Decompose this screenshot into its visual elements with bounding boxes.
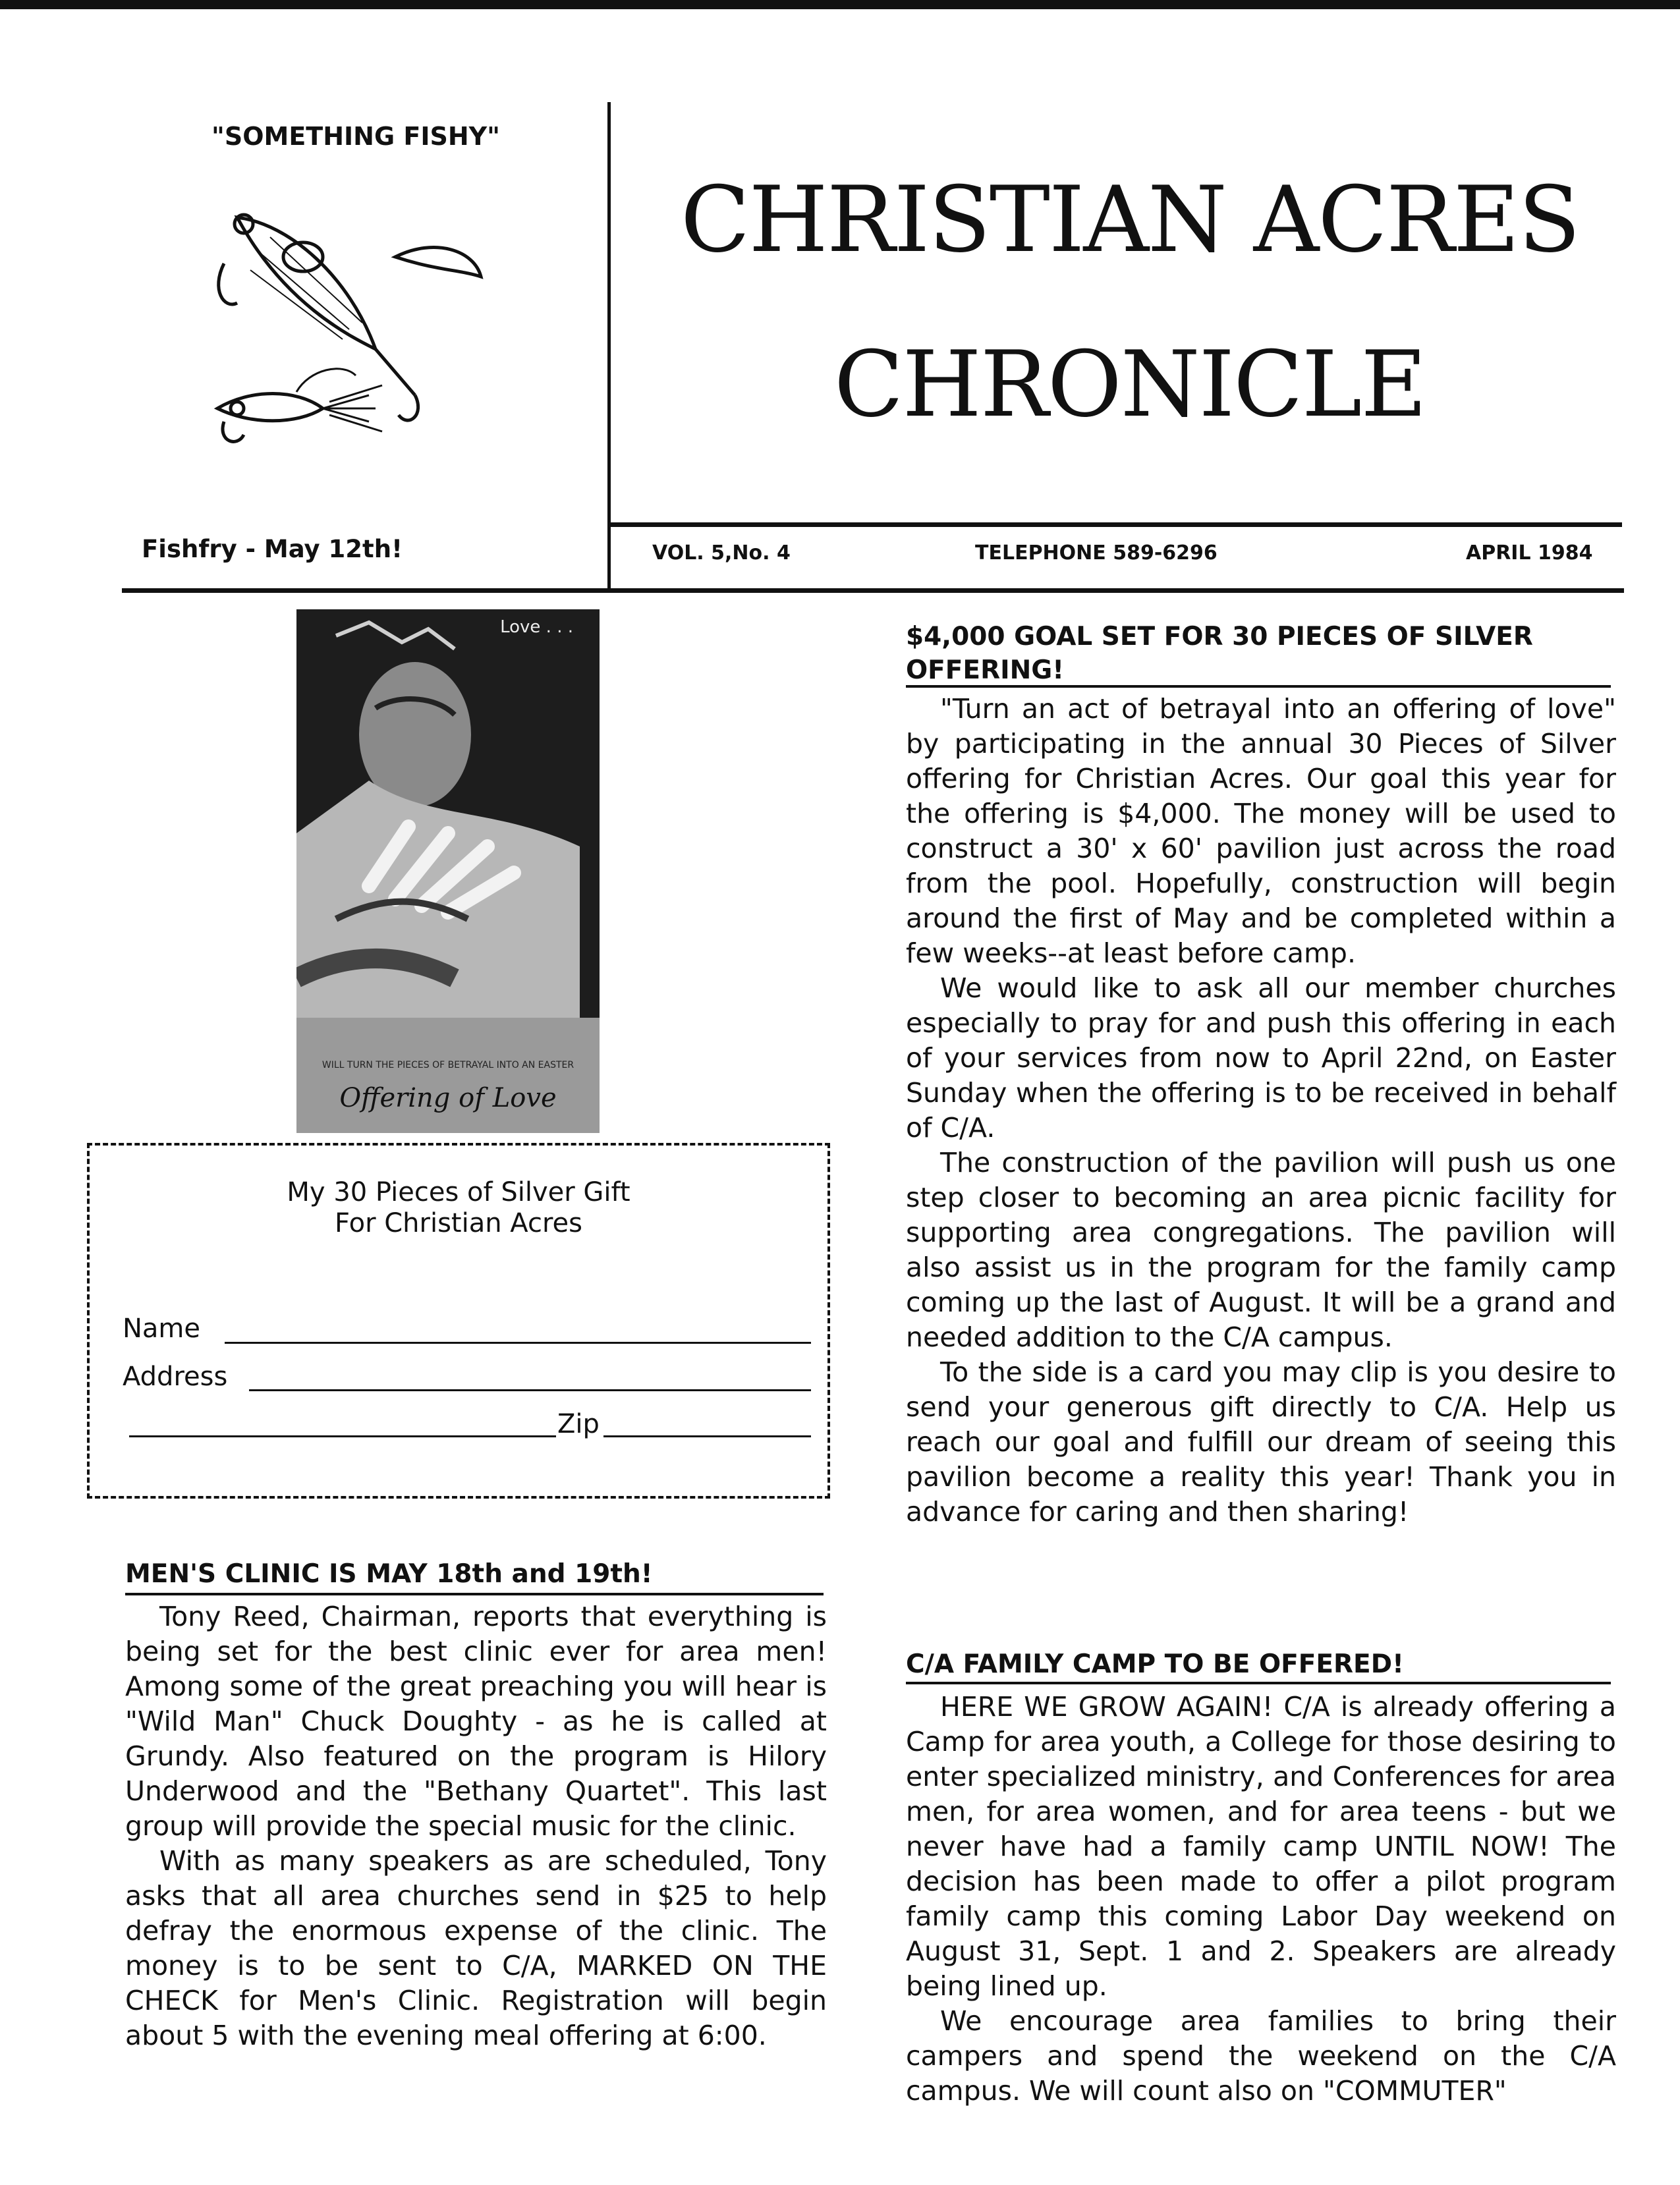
newsletter-title-line2: CHRONICLE [833, 331, 1426, 437]
silver-offering-paragraph: To the side is a card you may clip is you desire to send your generous gift directly to C/A. Help us reach our goal and fulfill our dream of seeing this pavilion become a reality this year! Thank you in advance for caring and then sharing! [906, 1356, 1616, 1528]
masthead-bottom-rule [122, 588, 1624, 593]
volume-number: VOL. 5,No. 4 [652, 541, 791, 565]
issue-date: APRIL 1984 [1466, 541, 1593, 565]
address-label: Address [123, 1362, 228, 1392]
family-camp-article [906, 1690, 1616, 2109]
silver-offering-heading: $4,000 GOAL SET FOR 30 PIECES OF SILVER OFFERING! [906, 622, 1533, 685]
gift-coupon[interactable] [87, 1143, 830, 1499]
family-camp-paragraph: HERE WE GROW AGAIN! C/A is already offering a Camp for area youth, a College for those desiring to enter specialized ministry, and Conferences for area men, for area women, and for area teens - but we never have had a family camp UNTIL NOW! The decision has been made to offer a pilot program family camp this coming Labor Day weekend on August 31, Sept. 1 and 2. Speakers are already being lined up. [906, 1691, 1616, 2002]
image-caption: Offering of Love [339, 1083, 557, 1113]
silver-offering-paragraph: "Turn an act of betrayal into an offering of love" by participating in the annual 30 Pieces of Silver offering for Christian Acres. Our goal this year for the offering is $4,000. The money will be used to construct a 30' x 60' pavilion just across the road from the pool. Hopefully, construction will begin around the first of May and be completed within a few weeks--at least before camp. [906, 693, 1616, 969]
zip-field[interactable] [603, 1435, 811, 1437]
address-line2-field[interactable] [129, 1435, 556, 1437]
address-field[interactable] [249, 1389, 811, 1391]
fishfry-notice: Fishfry - May 12th! [142, 535, 403, 563]
silver-offering-paragraph: We would like to ask all our member churches especially to pray for and push this offering in each of your services from now to April 22nd, on Easter Sunday when the offering is to be received in behalf of C/A. [906, 972, 1616, 1144]
image-corner-text: Love . . . [500, 617, 573, 637]
offering-of-love-image [296, 609, 600, 1133]
fish-tagline: "SOMETHING FISHY" [211, 122, 500, 151]
masthead-rule [607, 522, 1622, 527]
coupon-title: My 30 Pieces of Silver Gift [287, 1177, 630, 1207]
silver-offering-article [906, 692, 1616, 1530]
mens-clinic-paragraph: Tony Reed, Chairman, reports that everything is being set for the best clinic ever for area men! Among some of the great preaching you will hear is "Wild Man" Chuck Doughty - as he is called at Grundy. Also featured on the program is Hilory Underwood and the "Bethany Quartet". This last group will provide the special music for the clinic. [125, 1601, 827, 1842]
zip-label: Zip [557, 1409, 600, 1439]
silver-offering-paragraph: The construction of the pavilion will push us one step closer to becoming an area picnic facility for supporting area congregations. The pavilion will also assist us in the program for the family camp coming up the last of August. It will be a grand and needed addition to the C/A campus. [906, 1147, 1616, 1353]
mens-clinic-heading-rule [125, 1593, 824, 1595]
family-camp-heading-rule [906, 1682, 1611, 1684]
name-label: Name [123, 1314, 201, 1344]
coupon-subtitle: For Christian Acres [335, 1208, 582, 1238]
image-caption-band [296, 1018, 600, 1133]
silver-offering-heading-rule [906, 685, 1611, 688]
family-camp-heading: C/A FAMILY CAMP TO BE OFFERED! [906, 1649, 1404, 1679]
mens-clinic-heading: MEN'S CLINIC IS MAY 18th and 19th! [125, 1559, 653, 1589]
mens-clinic-article [125, 1599, 827, 2053]
top-border [0, 0, 1680, 9]
telephone-number: TELEPHONE 589-6296 [975, 541, 1218, 565]
crucifixion-illustration [296, 609, 600, 1018]
name-field[interactable] [225, 1342, 811, 1344]
image-subcaption: WILL TURN THE PIECES OF BETRAYAL INTO AN EASTER [322, 1060, 574, 1070]
mens-clinic-paragraph: With as many speakers as are scheduled, Tony asks that all area churches send in $25 to help defray the enormous expense of the clinic. The money is to be sent to C/A, MARKED ON THE CHECK for Men's Clinic. Registration will begin about 5 with the evening meal offering at 6:00. [125, 1845, 827, 2051]
fishing-lure-illustration [198, 198, 488, 487]
family-camp-paragraph: We encourage area families to bring their campers and spend the weekend on the C/A campus. We will count also on "COMMUTER" [906, 2005, 1616, 2107]
newsletter-title: CHRISTIAN ACRES [680, 167, 1580, 273]
masthead-divider-vertical [607, 102, 611, 593]
